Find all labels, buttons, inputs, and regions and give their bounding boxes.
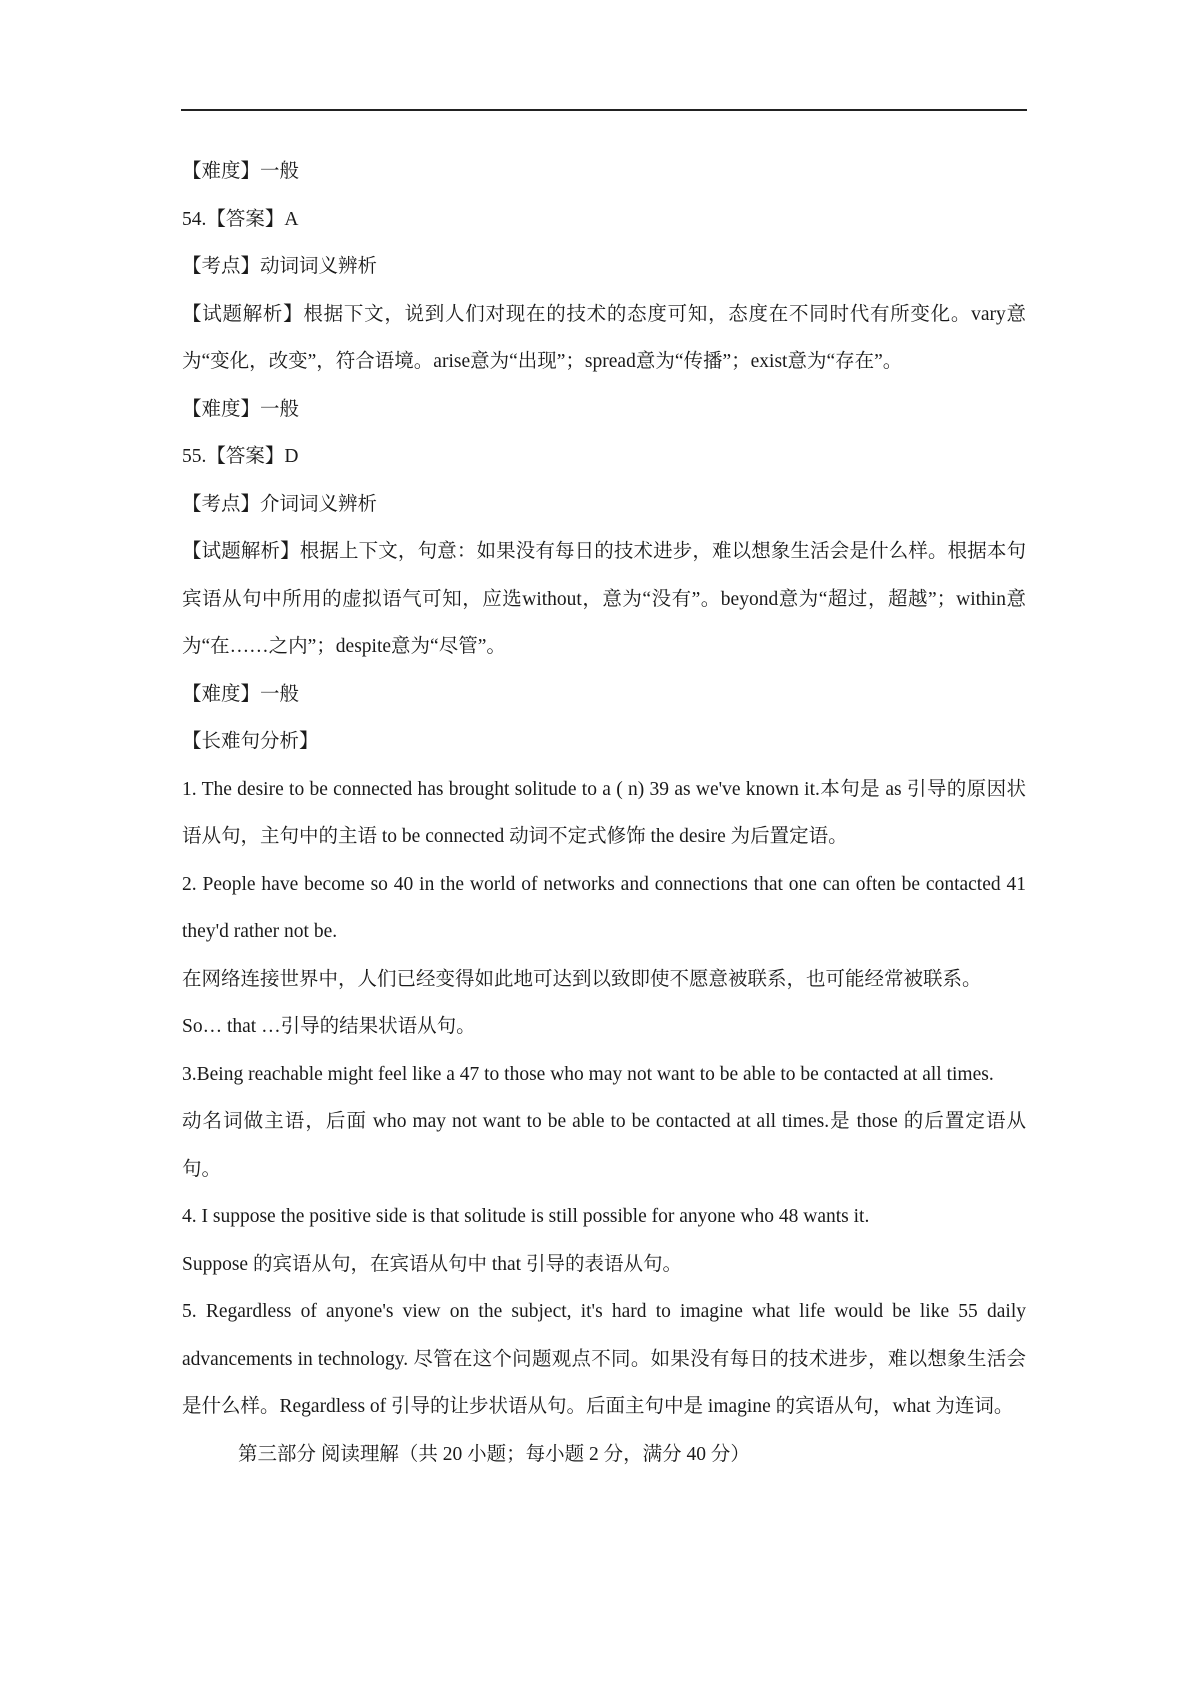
topic-55: 【考点】介词词义辨析 xyxy=(182,493,378,515)
answer-54: 54.【答案】A xyxy=(182,208,299,230)
difficulty-label: 【难度】一般 xyxy=(182,398,300,420)
topic-54: 【考点】动词词义辨析 xyxy=(182,256,378,277)
header-rule xyxy=(181,109,1027,111)
sentence-1: 1. The desire to be connected has brought solitude to a ( n) 39 as we've known it.本句是 as 引导的原因状语从句，主句中的主语 to be connected 动词不定式修饰 the desire 为后置定语。 xyxy=(182,778,1026,847)
section-heading: 第三部分 阅读理解（共 20 小题；每小题 2 分，满分 40 分） xyxy=(238,1443,750,1465)
sentence-3: 3.Being reachable might feel like a 47 to those who may not want to be able to be contacted at all times. xyxy=(182,1063,994,1085)
sentence-3-note: 动名词做主语，后面 who may not want to be able to be contacted at all times.是 those 的后置定语从句。 xyxy=(182,1111,1026,1180)
sentence-2-note: So… that …引导的结果状语从句。 xyxy=(182,1016,476,1037)
sentence-2: 2. People have become so 40 in the world of networks and connections that one can often be contacted 41 they'd rather not be. xyxy=(182,873,1026,942)
analysis-54: 【试题解析】根据下文，说到人们对现在的技术的态度可知，态度在不同时代有所变化。vary意为“变化，改变”，符合语境。arise意为“出现”；spread意为“传播”；exist意为“存在”。 xyxy=(182,303,1026,372)
answer-55: 55.【答案】D xyxy=(182,446,299,467)
difficulty-label: 【难度】一般 xyxy=(182,161,300,182)
document-body xyxy=(182,148,1026,1478)
difficulty-label: 【难度】一般 xyxy=(182,683,300,705)
analysis-55: 【试题解析】根据上下文，句意：如果没有每日的技术进步，难以想象生活会是什么样。根据本句宾语从句中所用的虚拟语气可知，应选without，意为“没有”。beyond意为“超过，超越”；within意为“在……之内”；despite意为“尽管”。 xyxy=(182,541,1026,657)
long-sentence-heading: 【长难句分析】 xyxy=(182,731,319,752)
sentence-4: 4. I suppose the positive side is that solitude is still possible for anyone who 48 wants it. xyxy=(182,1206,870,1227)
sentence-2-translation: 在网络连接世界中，人们已经变得如此地可达到以致即使不愿意被联系，也可能经常被联系。 xyxy=(182,968,982,990)
sentence-4-note: Suppose 的宾语从句，在宾语从句中 that 引导的表语从句。 xyxy=(182,1253,682,1275)
sentence-5: 5. Regardless of anyone's view on the subject, it's hard to imagine what life would be like 55 daily advancements in technology. 尽管在这个问题观点不同。如果没有每日的技术进步，难以想象生活会是什么样。Regardless of 引导的让步状语从句。后面主句中是 imagine 的宾语从句，what 为连词。 xyxy=(182,1301,1026,1417)
